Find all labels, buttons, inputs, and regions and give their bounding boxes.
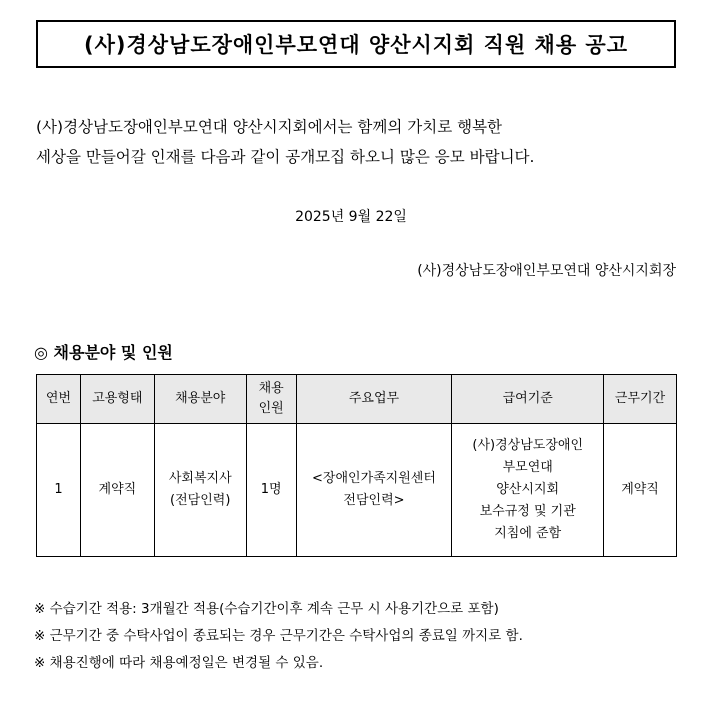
- header-headcount-line-2: 인원: [258, 401, 284, 416]
- cell-field-line-1: 사회복지사: [168, 471, 232, 486]
- cell-salary-line-3: 양산시지회: [496, 482, 560, 497]
- notes: [34, 596, 523, 677]
- header-duties: 주요업무: [296, 375, 452, 424]
- table-row: [37, 424, 677, 557]
- cell-salary-line-1: (사)경상남도장애인: [472, 438, 583, 453]
- header-headcount-line-1: 채용: [258, 381, 284, 396]
- cell-duties-line-2: 전담인력>: [343, 493, 405, 508]
- cell-headcount: 1명: [246, 424, 296, 557]
- cell-field: [154, 424, 246, 557]
- cell-field-line-2: (전담인력): [170, 493, 231, 508]
- notice-title: (사)경상남도장애인부모연대 양산시지회 직원 채용 공고: [83, 33, 628, 57]
- header-period: 근무기간: [604, 375, 677, 424]
- header-employment-type: 고용형태: [80, 375, 154, 424]
- header-no: 연번: [37, 375, 81, 424]
- cell-employment-type: 계약직: [80, 424, 154, 557]
- section-title: ◎ 채용분야 및 인원: [34, 343, 173, 362]
- table-header-row: [37, 375, 677, 424]
- cell-salary-line-4: 보수규정 및 기관: [479, 504, 576, 519]
- header-salary: 급여기준: [452, 375, 604, 424]
- cell-salary-line-5: 지침에 준함: [494, 526, 562, 541]
- intro-line-2: 세상을 만들어갈 인재를 다음과 같이 공개모집 하오니 많은 응모 바랍니다.: [36, 148, 535, 166]
- note-item: ※ 수습기간 적용: 3개월간 적용(수습기간이후 계속 근무 시 사용기간으로 포함): [34, 601, 499, 617]
- intro-line-1: (사)경상남도장애인부모연대 양산시지회에서는 함께의 가치로 행복한: [36, 118, 503, 136]
- cell-duties: [296, 424, 452, 557]
- recruitment-table: [36, 374, 677, 557]
- notice-title-box: [36, 20, 676, 68]
- organization-signature: (사)경상남도장애인부모연대 양산시지회장: [417, 263, 676, 279]
- cell-salary: [452, 424, 604, 557]
- cell-duties-line-1: <장애인가족지원센터: [312, 471, 436, 486]
- notice-date: 2025년 9월 22일: [295, 209, 407, 225]
- cell-period: 계약직: [604, 424, 677, 557]
- cell-no: 1: [37, 424, 81, 557]
- note-item: ※ 근무기간 중 수탁사업이 종료되는 경우 근무기간은 수탁사업의 종료일 까지로 함.: [34, 628, 523, 644]
- note-item: ※ 채용진행에 따라 채용예정일은 변경될 수 있음.: [34, 655, 324, 671]
- header-headcount: [246, 375, 296, 424]
- cell-salary-line-2: 부모연대: [502, 460, 553, 475]
- header-field: 채용분야: [154, 375, 246, 424]
- intro-paragraph: [36, 112, 686, 172]
